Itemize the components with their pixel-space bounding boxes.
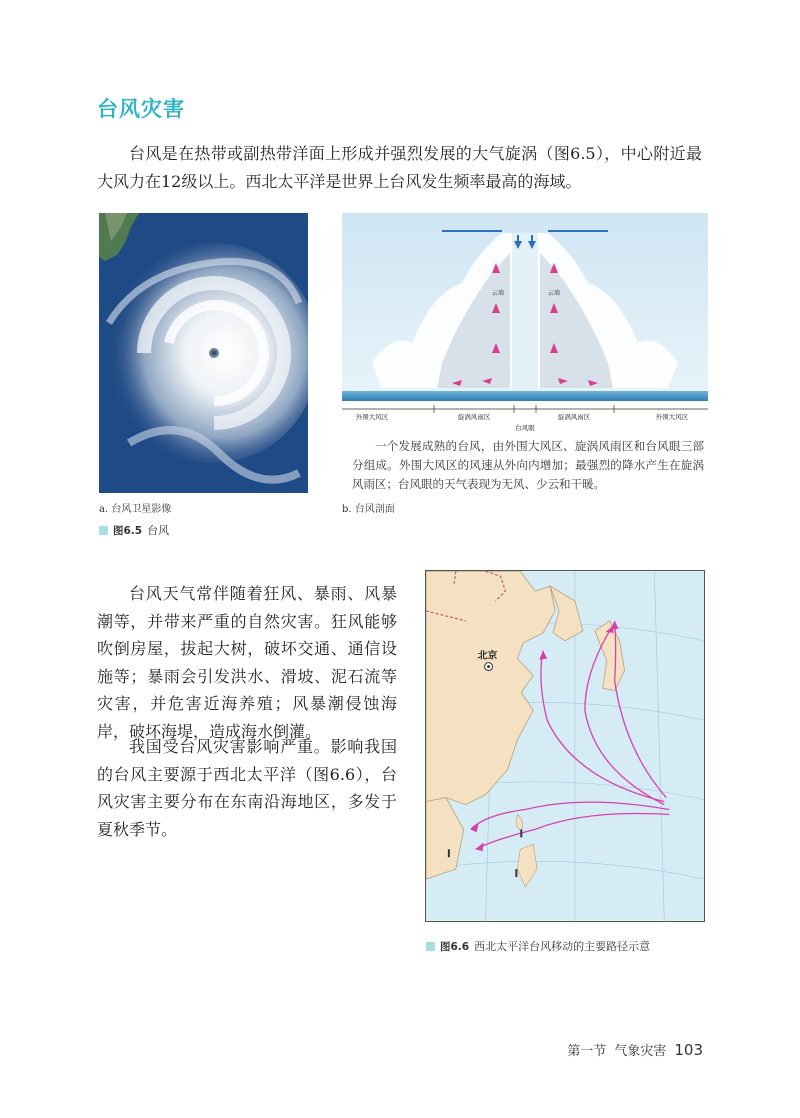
cross-section-description: 一个发展成熟的台风，由外围大风区、旋涡风雨区和台风眼三部分组成。外围大风区的风速从外向内增加；最强烈的降水产生在旋涡风雨区；台风眼的天气表现为无风、少云和干暖。 [352,439,704,491]
hazards-paragraph: 台风天气常伴随着狂风、暴雨、风暴潮等，并带来严重的自然灾害。狂风能够吹倒房屋，拔起大树，破坏交通、通信设施等；暴雨会引发洪水、滑坡、泥石流等灾害，并危害近海养殖；风暴潮侵蚀海岸，破坏海堤，造成海水倒灌。 [97,584,397,741]
china-impact-paragraph: 我国受台风灾害影响严重。影响我国的台风主要源于西北太平洋（图6.6），台风灾害主要分布在东南沿海地区，多发于夏秋季节。 [97,737,397,839]
section-title: 台风灾害 [97,97,185,121]
zone-label: 外围大风区 [355,413,389,421]
figure-6-6-caption [426,938,650,954]
typhoon-cross-section-diagram [342,213,708,435]
caption-square-icon [426,942,435,951]
zone-label: 外围大风区 [655,413,689,421]
subcaption-b: b. 台风剖面 [342,504,395,515]
typhoon-satellite-image [99,213,308,493]
figure-number: 图6.5 [113,524,143,537]
zone-label: 旋涡风雨区 [457,413,491,421]
subcaption-a: a. 台风卫星影像 [99,504,172,515]
cloud-wall-label-left: 云墙 [492,290,505,297]
footer-section: 第一节 [567,1044,607,1059]
cloud-wall-label-right: 云墙 [548,290,561,297]
city-label-beijing: 北京 [477,650,498,662]
intro-paragraph: 台风是在热带或副热带洋面上形成并强烈发展的大气旋涡（图6.5），中心附近最大风力在12级以上。西北太平洋是世界上台风发生频率最高的海域。 [97,144,702,191]
figure-number: 图6.6 [440,940,470,953]
figure-caption-text: 台风 [147,524,170,537]
page-number: 103 [674,1041,703,1059]
eye-label: 台风眼 [515,424,535,432]
footer-chapter: 气象灾害 [614,1044,667,1059]
figure-6-5-caption [99,522,169,538]
typhoon-track-map [425,570,705,922]
zone-label: 旋涡风雨区 [557,413,591,421]
page-footer [567,1040,703,1059]
caption-square-icon [99,526,108,535]
figure-caption-text: 西北太平洋台风移动的主要路径示意 [474,940,651,953]
